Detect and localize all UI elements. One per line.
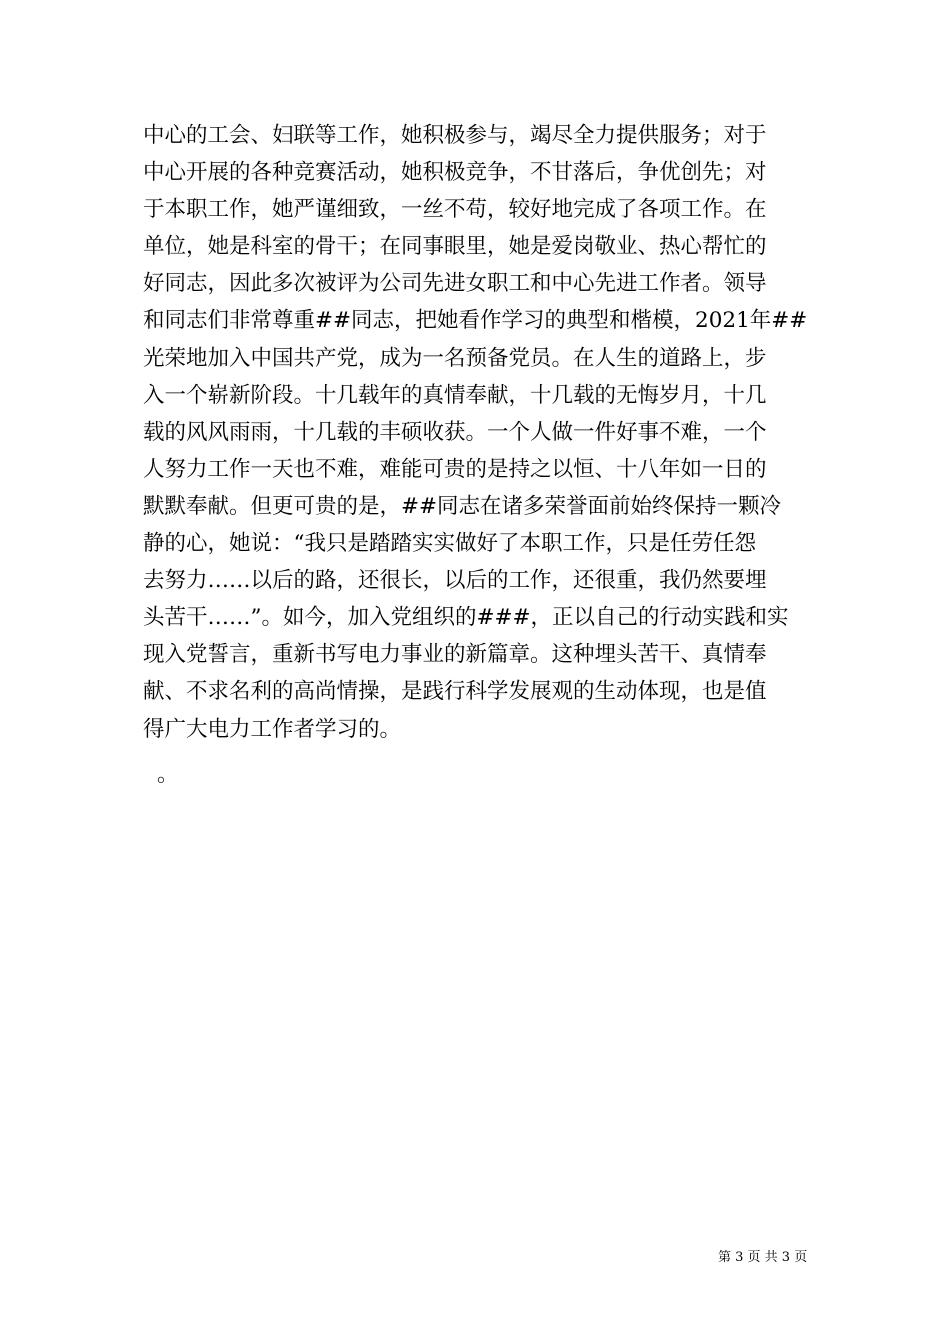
text-line: 中心开展的各种竞赛活动，她积极竞争，不甘落后，争优创先；对 — [143, 160, 767, 186]
text-line: 默默奉献。但更可贵的是，##同志在诸多荣誉面前始终保持一颗冷 — [143, 493, 782, 519]
text-line: 单位，她是科室的骨干；在同事眼里，她是爱岗敬业、热心帮忙的 — [143, 234, 767, 260]
text-line: 得广大电力工作者学习的。 — [143, 716, 402, 742]
text-line: 去努力……以后的路，还很长，以后的工作，还很重，我仍然要埋 — [143, 568, 767, 594]
trailing-punctuation: 。 — [157, 762, 179, 787]
page-number-footer: 第 3 页 共 3 页 — [718, 1250, 808, 1265]
text-line: 人努力工作一天也不难，难能可贵的是持之以恒、十八年如一日的 — [143, 456, 767, 482]
body-paragraph — [143, 117, 823, 748]
text-line: 于本职工作，她严谨细致，一丝不苟，较好地完成了各项工作。在 — [143, 197, 767, 223]
text-line: 中心的工会、妇联等工作，她积极参与，竭尽全力提供服务；对于 — [143, 123, 767, 148]
text-line: 静的心，她说：“我只是踏踏实实做好了本职工作，只是任劳任怨 — [143, 531, 756, 557]
text-line: 光荣地加入中国共产党，成为一名预备党员。在人生的道路上，步 — [143, 345, 767, 371]
text-line: 入一个崭新阶段。十几载年的真情奉献，十几载的无悔岁月，十几 — [143, 382, 767, 408]
text-line: 现入党誓言，重新书写电力事业的新篇章。这种埋头苦干、真情奉 — [143, 642, 767, 668]
text-line: 和同志们非常尊重##同志，把她看作学习的典型和楷模，2021年## — [143, 308, 808, 334]
text-line: 头苦干……”。如今，加入党组织的###，正以自己的行动实践和实 — [143, 605, 789, 631]
text-line: 好同志，因此多次被评为公司先进女职工和中心先进工作者。领导 — [143, 271, 767, 297]
text-line: 献、不求名利的高尚情操，是践行科学发展观的生动体现，也是值 — [143, 679, 767, 705]
text-line: 载的风风雨雨，十几载的丰硕收获。一个人做一件好事不难，一个 — [143, 419, 767, 445]
